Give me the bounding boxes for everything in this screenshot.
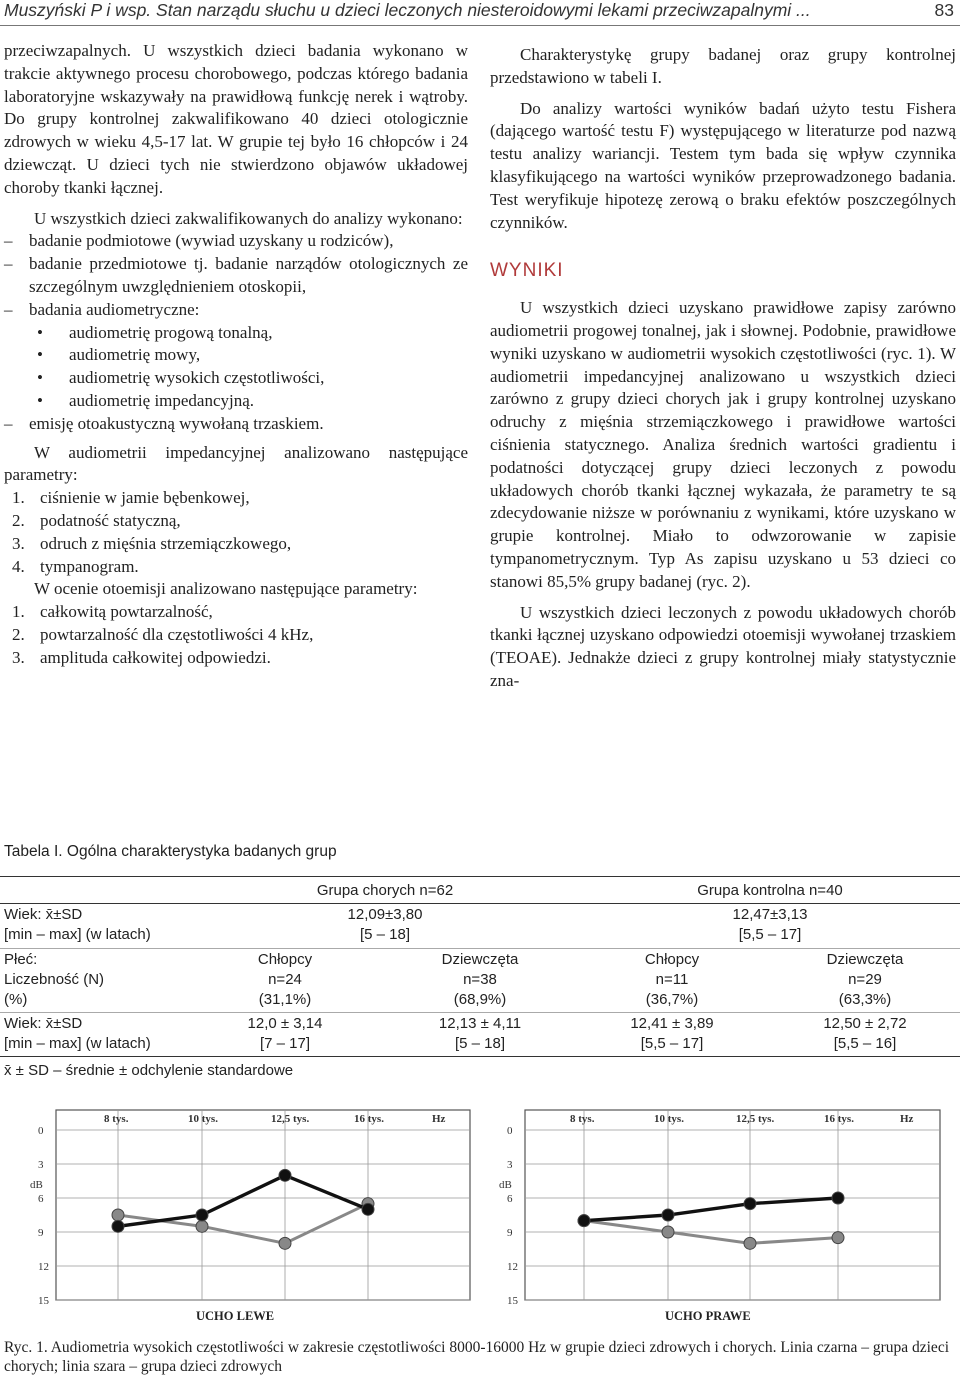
table-rule — [0, 1012, 960, 1013]
list-item-text: całkowitą powtarzalność, — [40, 602, 213, 622]
data-point-gray — [662, 1226, 674, 1238]
panel-label: UCHO PRAWE — [665, 1309, 751, 1323]
data-point-black — [662, 1209, 674, 1221]
list-item — [4, 367, 468, 390]
otoemission-parameter-list — [4, 601, 468, 669]
number-marker: 3. — [12, 647, 25, 667]
list-item-text: badanie przedmiotowe tj. badanie narządów otologicznych ze szczególnym uwzględnieniem otoskopii, — [29, 254, 468, 296]
y-tick-label: 12 — [38, 1261, 49, 1273]
header-rule — [0, 25, 960, 26]
y-tick-label: 15 — [38, 1295, 49, 1307]
data-point-black — [362, 1203, 374, 1215]
paragraph: W audiometrii impedancyjnej analizowano następujące parametry: — [4, 442, 468, 485]
y-unit-label: dB — [499, 1179, 512, 1191]
table-caption: Tabela I. Ogólna charakterystyka badanych grup — [4, 843, 337, 860]
series-line-gray — [118, 1204, 368, 1244]
panel-label: UCHO LEWE — [196, 1309, 275, 1323]
dash-marker: – — [4, 231, 13, 251]
list-item — [4, 556, 468, 579]
table-cell: [5,5 – 17] — [640, 1035, 704, 1052]
data-point-black — [196, 1209, 208, 1221]
data-point-gray — [744, 1237, 756, 1249]
y-tick-label: 12 — [507, 1261, 518, 1273]
table-cell: (31,1%) — [258, 991, 312, 1008]
dash-marker: – — [4, 299, 13, 319]
audiogram-panel — [30, 1110, 470, 1323]
list-item-text: emisję otoakustyczną wywołaną trzaskiem. — [29, 413, 324, 433]
row-label: [min – max] (w latach) — [4, 1035, 151, 1052]
x-tick-label: 8 tys. — [104, 1113, 129, 1125]
list-item — [4, 230, 468, 253]
x-tick-label: 16 tys. — [824, 1113, 854, 1125]
data-point-black — [744, 1198, 756, 1210]
y-tick-label: 6 — [38, 1193, 44, 1205]
paragraph: U wszystkich dzieci leczonych z powodu układowych chorób tkanki łącznej uzyskano odpowiedzi otoemisji wywołanej trzaskiem (TEOAE). Jednakże dzieci z grupy kontrolnej miały statystycznie zna- — [490, 602, 956, 690]
row-label: [min – max] (w latach) — [4, 926, 151, 943]
dash-marker: – — [4, 254, 13, 274]
list-item-text: audiometrię progową tonalną, — [69, 322, 273, 342]
left-column — [4, 40, 468, 670]
bullet-icon: • — [37, 322, 43, 342]
data-point-gray — [196, 1220, 208, 1232]
column-header: Grupa kontrolna n=40 — [697, 882, 843, 899]
bullet-icon: • — [37, 390, 43, 410]
table-cell: 12,50 ± 2,72 — [823, 1015, 907, 1032]
list-item — [4, 647, 468, 670]
list-item — [4, 510, 468, 533]
column-header: Grupa chorych n=62 — [316, 882, 454, 899]
row-label: Płeć: — [4, 951, 38, 968]
table-cell: 12,0 ± 3,14 — [247, 1015, 323, 1032]
table-cell: 12,41 ± 3,89 — [630, 1015, 714, 1032]
x-tick-label: 12,5 tys. — [736, 1113, 775, 1125]
data-point-gray — [279, 1237, 291, 1249]
paragraph: U wszystkich dzieci uzyskano prawidłowe zapisy zarówno audiometrii progowej tonalnej, jak i słownej. Podobnie, prawidłowe wyniki uzyskano w audiometrii wysokich częstotliwości (ryc. 1). W audiometrii impedancyjnej analizowano u wszystkich dzieci zarówno z grupy dzieci chorych jak i grupy kontrolnej uzyskano odruchy z mięśnia strzemiączkowego i prawidłowe wartości ciśnienia statycznego. Analiza średnich wartości gradientu i podatności dotyczącej grupy dzieci leczonych z powodu układowych chorób tkanki łącznej wykazała, że parametry te są zdecydowanie niższe w porównaniu z wynikami, które uzyskano w grupie kontrolnej. Miało to odwzorowanie w zapisie tympanometrycznym. Typ As zapisu uzyskano u 53 dzieci co stanowi 85,5% grupy badanej (ryc. 2). — [490, 298, 956, 591]
bullet-icon: • — [37, 345, 43, 365]
list-item-text: odruch z mięśnia strzemiączkowego, — [40, 533, 292, 553]
data-point-gray — [112, 1209, 124, 1221]
data-point-black — [832, 1192, 844, 1204]
number-marker: 1. — [12, 602, 25, 622]
x-tick-label: 10 tys. — [654, 1113, 684, 1125]
table-cell: [7 – 17] — [259, 1035, 311, 1052]
list-item — [4, 487, 468, 510]
bullet-icon: • — [37, 368, 43, 388]
list-item — [4, 624, 468, 647]
y-tick-label: 0 — [507, 1125, 513, 1137]
table-cell: 12,13 ± 4,11 — [438, 1015, 522, 1032]
data-point-black — [112, 1220, 124, 1232]
list-item-text: audiometrię wysokich częstotliwości, — [69, 368, 325, 388]
list-item-text: badania audiometryczne: — [29, 299, 200, 319]
section-heading: WYNIKI — [490, 260, 564, 282]
list-item — [4, 322, 468, 345]
list-item-text: amplituda całkowitej odpowiedzi. — [40, 647, 271, 667]
y-tick-label: 0 — [38, 1125, 44, 1137]
table-footnote: x̄ ± SD – średnie ± odchylenie standardowe — [4, 1062, 294, 1079]
y-tick-label: 9 — [38, 1227, 44, 1239]
x-unit-label: Hz — [432, 1113, 446, 1125]
table-cell: Dziewczęta — [441, 951, 519, 968]
list-item — [4, 344, 468, 367]
list-item-text: badanie podmiotowe (wywiad uzyskany u rodziców), — [29, 231, 394, 251]
row-label: (%) — [4, 991, 28, 1008]
table-cell: 12,09±3,80 — [347, 906, 423, 923]
y-tick-label: 6 — [507, 1193, 513, 1205]
table-cell: n=29 — [848, 971, 882, 988]
row-label: Wiek: x̄±SD — [4, 1015, 83, 1032]
row-label: Liczebność (N) — [4, 971, 105, 988]
paragraph: Charakterystykę grupy badanej oraz grupy kontrolnej przedstawiono w tabeli I. — [490, 45, 956, 87]
data-point-black — [578, 1215, 590, 1227]
audiogram-panel — [499, 1110, 940, 1323]
table-rule — [0, 948, 960, 949]
list-item-text: powtarzalność dla częstotliwości 4 kHz, — [40, 624, 314, 644]
table-cell: [5 – 18] — [454, 1035, 506, 1052]
running-title: Muszyński P i wsp. Stan narządu słuchu u dzieci leczonych niesteroidowymi lekami przeciwzapalnymi ... — [4, 0, 811, 20]
audiogram-figure — [0, 1100, 960, 1330]
y-tick-label: 15 — [507, 1295, 518, 1307]
list-item — [4, 413, 468, 436]
series-line-black — [584, 1198, 838, 1221]
table-rule — [0, 903, 960, 904]
running-header — [0, 0, 960, 26]
right-column — [490, 44, 956, 701]
table-cell: n=11 — [655, 971, 689, 988]
x-tick-label: 8 tys. — [570, 1113, 595, 1125]
list-item — [4, 299, 468, 322]
table-cell: Chłopcy — [257, 951, 313, 968]
x-tick-label: 16 tys. — [354, 1113, 384, 1125]
y-tick-label: 3 — [507, 1159, 513, 1171]
y-unit-label: dB — [30, 1179, 43, 1191]
table-rule — [0, 1056, 960, 1057]
table-cell: [5 – 18] — [359, 926, 411, 943]
y-tick-label: 3 — [38, 1159, 44, 1171]
impedance-parameter-list — [4, 487, 468, 578]
procedure-list — [4, 230, 468, 435]
paragraph: U wszystkich dzieci zakwalifikowanych do analizy wykonano: — [34, 208, 463, 228]
dash-marker: – — [4, 413, 13, 433]
data-point-gray — [832, 1232, 844, 1244]
list-item — [4, 601, 468, 624]
number-marker: 1. — [12, 488, 25, 508]
paragraph: W ocenie otoemisji analizowano następujące parametry: — [34, 579, 418, 599]
table-rule — [0, 876, 960, 877]
list-item-text: audiometrię mowy, — [69, 345, 201, 365]
list-item-text: ciśnienie w jamie bębenkowej, — [40, 488, 250, 508]
table-cell: [5,5 – 16] — [833, 1035, 897, 1052]
table-cell: 12,47±3,13 — [732, 906, 808, 923]
x-unit-label: Hz — [900, 1113, 914, 1125]
x-tick-label: 12,5 tys. — [271, 1113, 310, 1125]
table-cell: n=24 — [268, 971, 302, 988]
figure-caption: Ryc. 1. Audiometria wysokich częstotliwości w zakresie częstotliwości 8000-16000 Hz w grupie dzieci zdrowych i chorych. Linia czarna – grupa dzieci chorych; linia szara – grupa dzieci zdrowych — [4, 1339, 950, 1375]
x-tick-label: 10 tys. — [188, 1113, 218, 1125]
list-item-text: podatność statyczną, — [40, 510, 181, 530]
paragraph: przeciwzapalnych. U wszystkich dzieci badania wykonano w trakcie aktywnego procesu chorobowego, podczas którego badania laboratoryjne wskazywały na prawidłową funkcję nerek i wątroby. Do grupy kontrolnej zakwalifikowano 40 dzieci otologicznie zdrowych w wieku 4,5-17 lat. W grupie tej było 16 chłopców i 24 dziewcząt. U dzieci tych nie stwierdzono objawów układowej choroby tkanki łącznej. — [4, 41, 468, 197]
row-label: Wiek: x̄±SD — [4, 906, 83, 923]
y-tick-label: 9 — [507, 1227, 513, 1239]
page-number: 83 — [934, 0, 954, 20]
table-cell: (63,3%) — [838, 991, 892, 1008]
data-point-black — [279, 1169, 291, 1181]
list-item — [4, 253, 468, 299]
table-cell: (36,7%) — [645, 991, 699, 1008]
table-cell: Dziewczęta — [826, 951, 904, 968]
list-item — [4, 533, 468, 556]
table-cell: Chłopcy — [644, 951, 700, 968]
number-marker: 4. — [12, 556, 25, 576]
number-marker: 3. — [12, 533, 25, 553]
paragraph: Do analizy wartości wyników badań użyto testu Fishera (dającego wartość testu F) występującego w literaturze pod nazwą testu analizy wariancji. Testem tym bada się wpływ czynnika klasyfikującego na wartości wyników przeprowadzonego badania. Test weryfikuje hipotezę zerową o braku efektów poszczególnych czynników. — [490, 98, 956, 232]
list-item-text: audiometrię impedancyjną. — [69, 390, 255, 410]
audiogram-svg — [0, 1100, 960, 1330]
number-marker: 2. — [12, 510, 25, 530]
table-cell: n=38 — [463, 971, 497, 988]
table-cell: [5,5 – 17] — [738, 926, 802, 943]
number-marker: 2. — [12, 624, 25, 644]
list-item-text: tympanogram. — [40, 556, 139, 576]
table-cell: (68,9%) — [453, 991, 507, 1008]
list-item — [4, 390, 468, 413]
